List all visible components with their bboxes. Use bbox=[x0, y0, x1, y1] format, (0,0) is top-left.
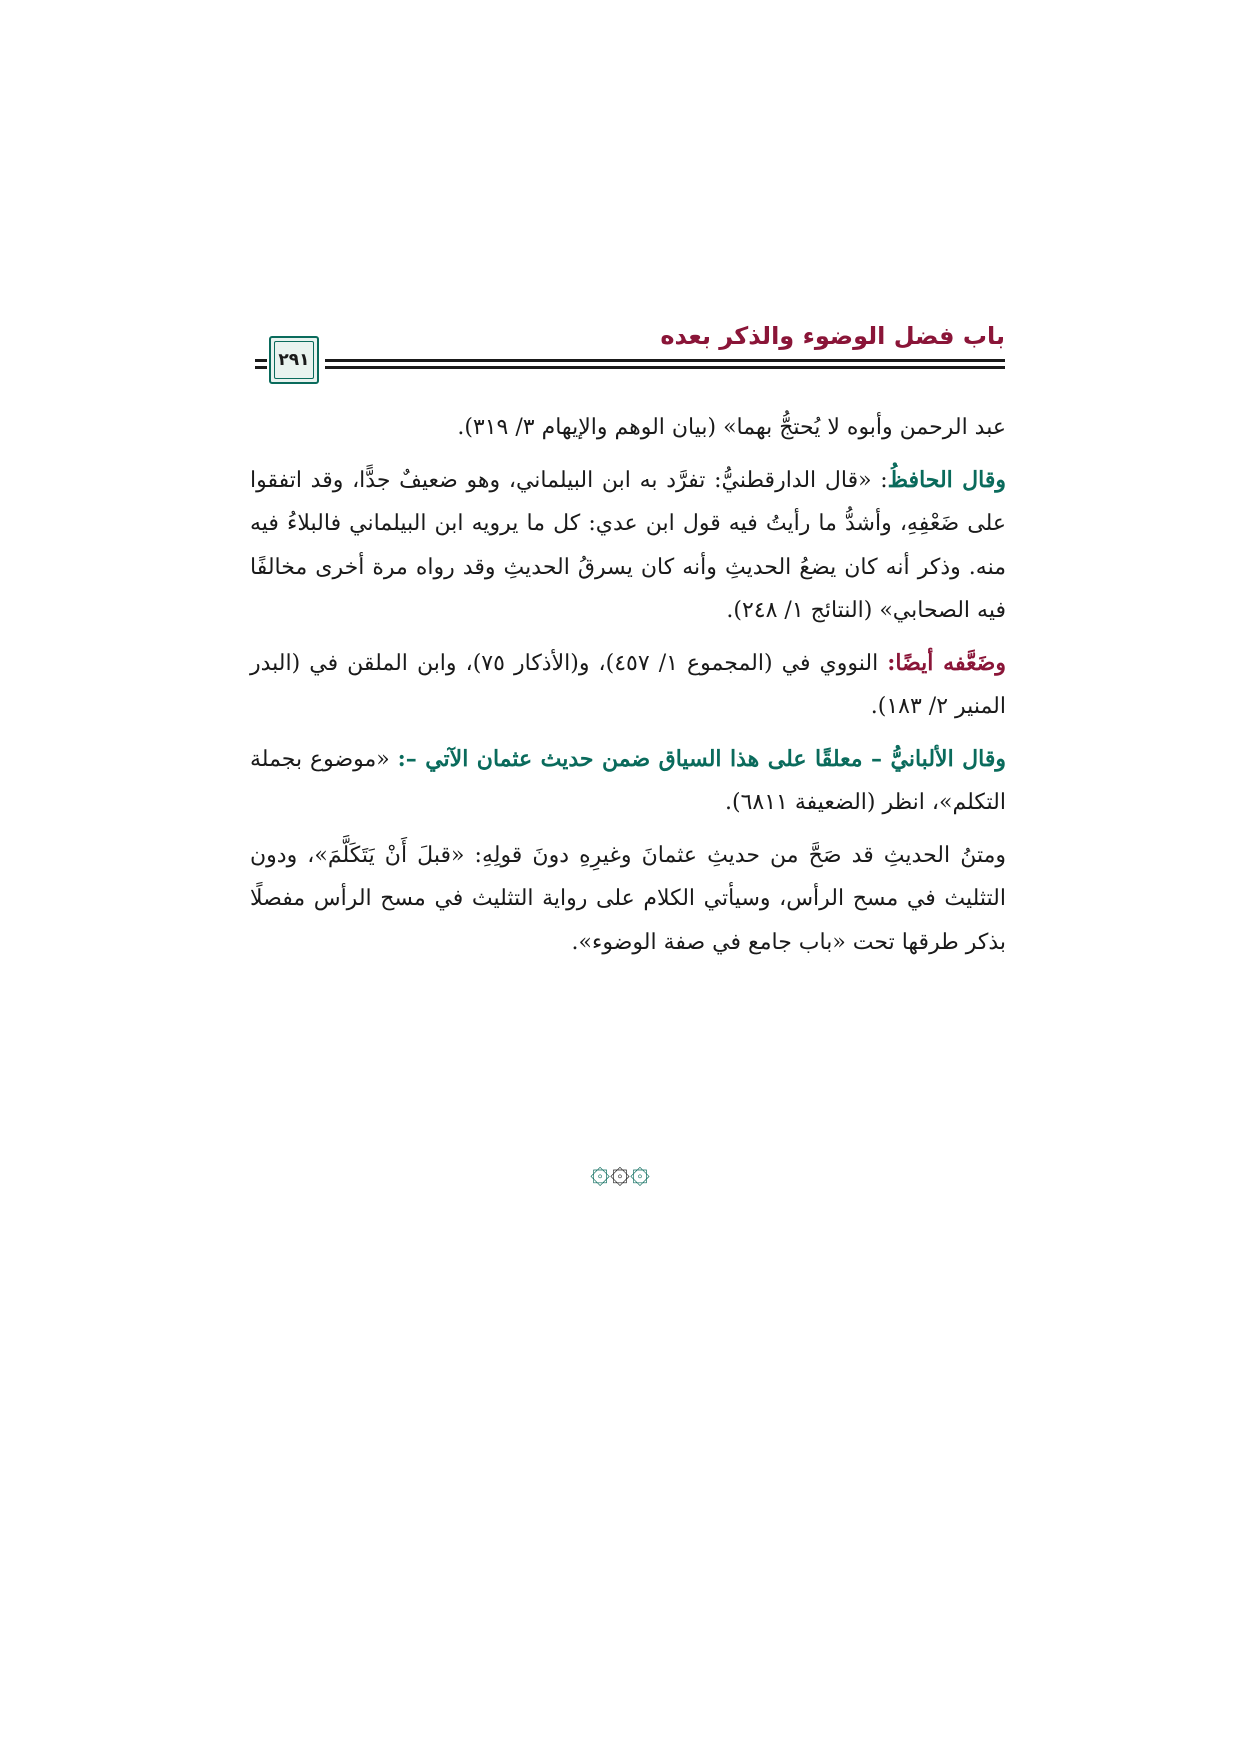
section-end-ornaments bbox=[0, 1150, 1240, 1191]
paragraph-5 bbox=[250, 834, 1006, 965]
ornament-star-icon: ۞ bbox=[590, 1151, 611, 1191]
paragraph-3-label: وضَعَّفه أيضًا: bbox=[887, 649, 1006, 676]
header-rule-left-bottom bbox=[255, 366, 267, 369]
header-rule-left-top bbox=[255, 359, 267, 362]
page-number: ٢٩١ bbox=[278, 350, 310, 370]
chapter-title: باب فضل الوضوء والذكر بعده bbox=[660, 322, 1005, 350]
paragraph-1 bbox=[250, 406, 1006, 450]
paragraph-5-text: ومتنُ الحديثِ قد صَحَّ من حديثِ عثمانَ وغيرِهِ دونَ قولِهِ: «قبلَ أَنْ يَتَكَلَّمَ»، ودون التثليث في مسح الرأس، وسيأتي الكلام على رواية التثليث في مسح الرأس مفصلًا بذكر طرقها تحت «باب جامع في صفة الوضوء». bbox=[250, 842, 1006, 955]
paragraph-4-text: «موضوع بجملة التكلم»، انظر (الضعيفة ٦٨١١). bbox=[250, 746, 1006, 815]
page-header bbox=[255, 300, 1005, 390]
paragraph-1-text: عبد الرحمن وأبوه لا يُحتجُّ بهما» (بيان الوهم والإيهام ٣/ ٣١٩). bbox=[457, 415, 1006, 440]
ornament-star-icon: ۞ bbox=[610, 1151, 630, 1191]
page-body bbox=[250, 406, 1006, 973]
paragraph-2-text: : «قال الدارقطنيُّ: تفرَّد به ابن البيلماني، وهو ضعيفٌ جدًّا، وقد اتفقوا على ضَعْفِهِ، وأشدُّ ما رأيتُ فيه قول ابن عدي: كل ما يرويه ابن البيلماني فالبلاءُ فيه منه. وذكر أنه كان يضعُ الحديثِ وأنه كان يسرقُ الحديثِ وقد رواه مرة أخرى مخالفًا فيه الصحابي» (النتائج ١/ ٢٤٨). bbox=[250, 467, 1006, 623]
header-rule-bottom bbox=[325, 366, 1005, 369]
paragraph-3-text: النووي في (المجموع ١/ ٤٥٧)، و(الأذكار ٧٥)، وابن الملقن في (البدر المنير ٢/ ١٨٣). bbox=[250, 650, 1006, 719]
paragraph-2-label: وقال الحافظُ bbox=[887, 466, 1006, 493]
paragraph-3 bbox=[250, 642, 1006, 729]
page-number-badge bbox=[269, 336, 319, 384]
header-rule-top bbox=[325, 359, 1005, 362]
paragraph-2 bbox=[250, 459, 1006, 633]
ornament-star-icon: ۞ bbox=[629, 1151, 650, 1191]
paragraph-4-label: وقال الألبانيُّ – معلقًا على هذا السياق ضمن حديث عثمان الآتي –: bbox=[397, 745, 1007, 772]
paragraph-4 bbox=[250, 738, 1006, 825]
